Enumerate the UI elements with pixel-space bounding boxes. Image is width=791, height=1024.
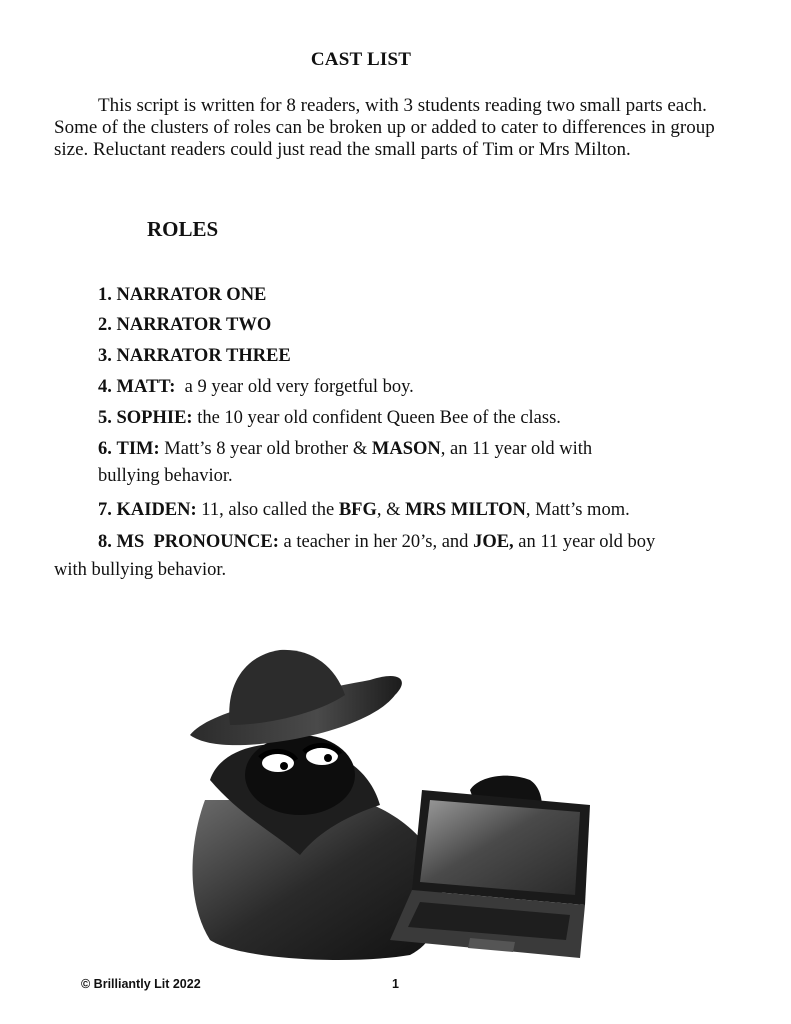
left-pupil <box>280 762 288 770</box>
role-description: , an 11 year old with <box>440 439 593 459</box>
role-name-secondary: BFG <box>338 500 377 520</box>
footer-copyright: © Brilliantly Lit 2022 <box>81 977 201 991</box>
role-name: SOPHIE: <box>116 408 193 428</box>
role-description: , Matt’s mom. <box>525 500 630 520</box>
role-description: Matt’s 8 year old brother & <box>159 439 372 459</box>
roles-heading: ROLES <box>147 217 219 241</box>
role-description: an 11 year old boy <box>513 532 656 552</box>
role-description: 11, also called the <box>196 500 339 520</box>
hooded-hacker-illustration <box>150 640 610 970</box>
role-number: 5. <box>98 408 112 428</box>
role-name-secondary: JOE, <box>473 532 514 552</box>
role-description: a 9 year old very forgetful boy. <box>175 377 414 397</box>
role-item <box>98 438 592 460</box>
role-item <box>98 376 414 398</box>
role-number: 1. <box>98 285 112 305</box>
role-number: 6. <box>98 439 112 459</box>
role-name: NARRATOR ONE <box>116 285 267 305</box>
role-continuation: with bullying behavior. <box>54 560 227 580</box>
role-description: a teacher in her 20’s, and <box>278 532 474 552</box>
role-name: MS PRONOUNCE: <box>116 532 279 552</box>
laptop-screen <box>420 800 580 895</box>
role-name: NARRATOR THREE <box>116 346 291 366</box>
role-item <box>98 407 561 429</box>
role-item <box>98 531 655 553</box>
footer-page-number: 1 <box>392 977 399 991</box>
right-pupil <box>324 754 332 762</box>
role-number: 8. <box>98 532 112 552</box>
role-name-secondary: MASON <box>371 439 441 459</box>
role-item <box>98 314 271 336</box>
role-item <box>98 284 266 306</box>
intro-paragraph: This script is written for 8 readers, with 3 students reading two small parts each. Some of the clusters of roles can be broken up or added to cater to differences in group size. Reluctant readers could just read the small parts of Tim or Mrs Milton. <box>54 95 715 160</box>
role-name: MATT: <box>116 377 176 397</box>
role-number: 3. <box>98 346 112 366</box>
role-number: 4. <box>98 377 112 397</box>
role-item <box>98 499 630 521</box>
role-continuation: bullying behavior. <box>98 466 233 486</box>
page-title: CAST LIST <box>310 49 412 70</box>
role-item <box>98 345 291 367</box>
role-name: KAIDEN: <box>116 500 197 520</box>
role-description: , & <box>376 500 406 520</box>
role-description: the 10 year old confident Queen Bee of the class. <box>192 408 561 428</box>
role-name: NARRATOR TWO <box>116 315 272 335</box>
role-name-tertiary: MRS MILTON <box>405 500 526 520</box>
role-number: 7. <box>98 500 112 520</box>
face-shadow <box>245 735 355 815</box>
role-name: TIM: <box>116 439 160 459</box>
role-number: 2. <box>98 315 112 335</box>
